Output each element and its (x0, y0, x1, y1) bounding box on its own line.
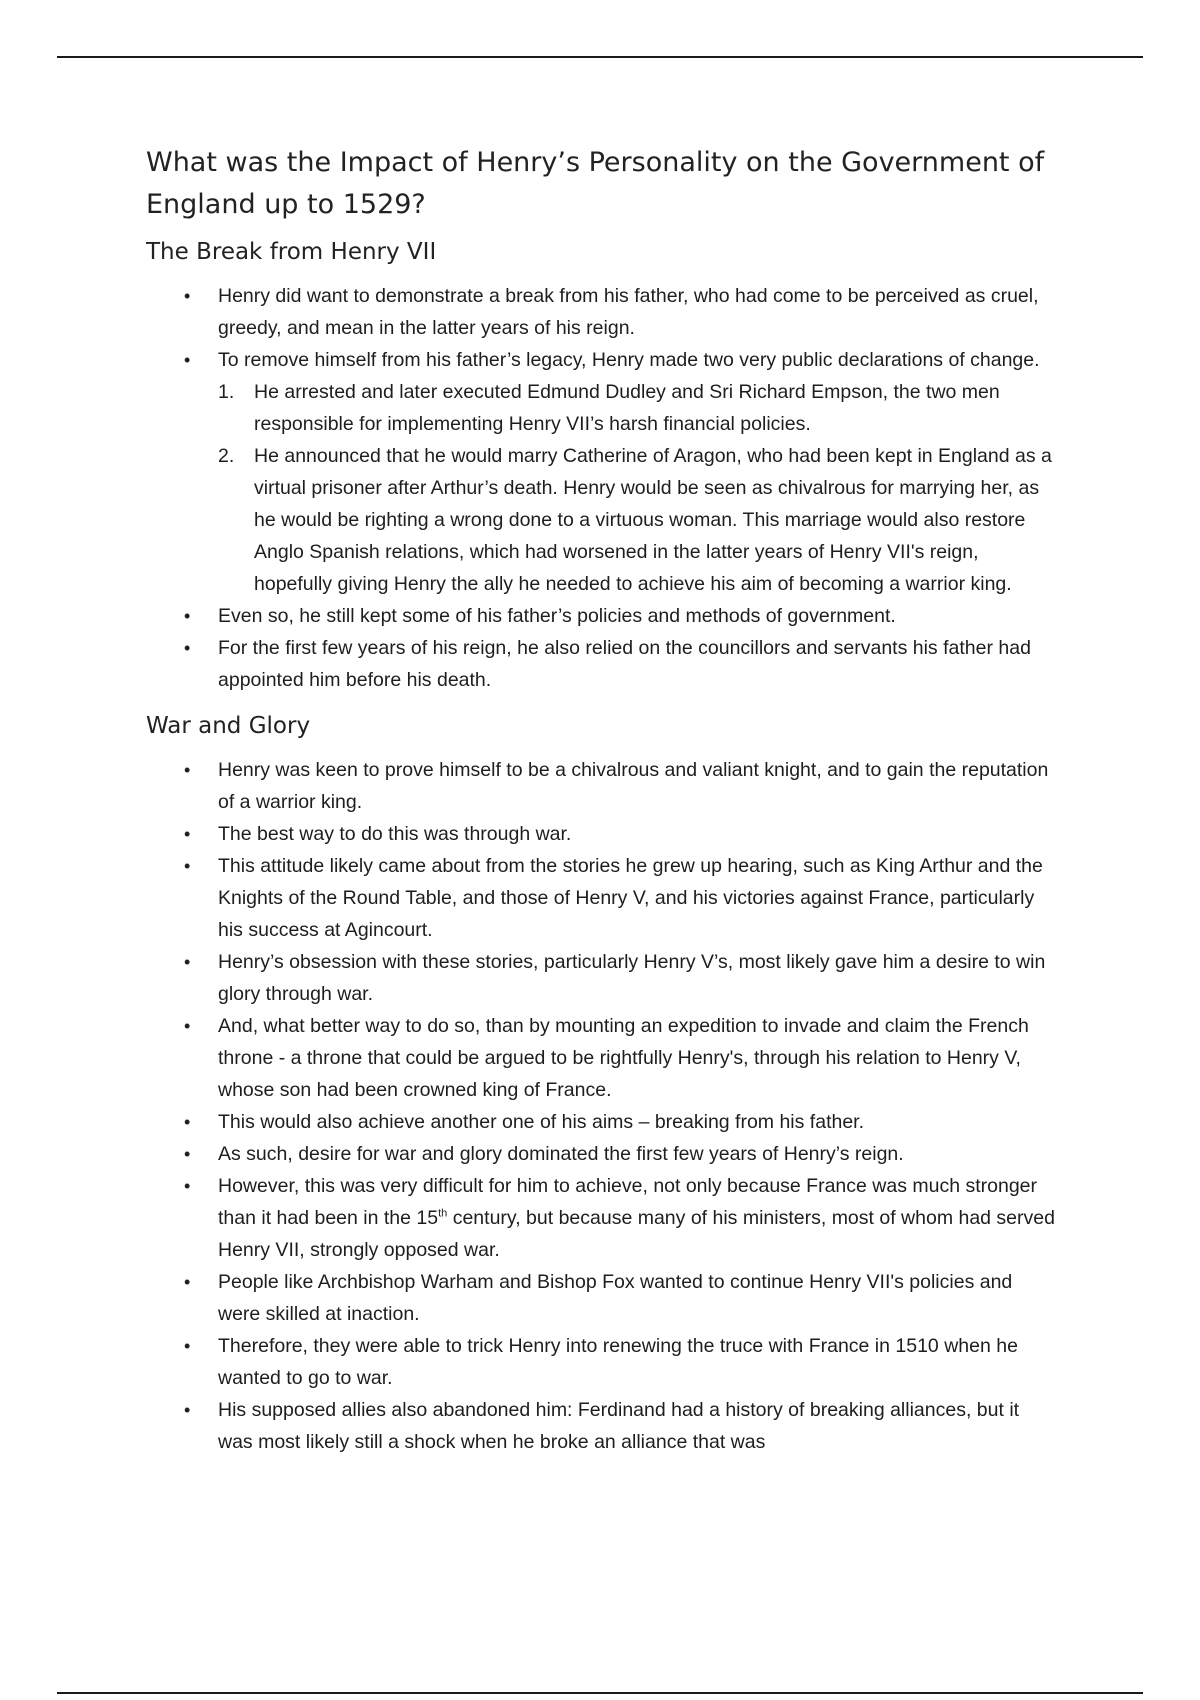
list-item: • People like Archbishop Warham and Bishop Fox wanted to continue Henry VII's policies and were skilled at inaction. (146, 1266, 1058, 1330)
list-number: 1. (218, 381, 235, 403)
bullet-icon: • (184, 952, 191, 972)
bullet-icon: • (184, 856, 191, 876)
list-item: • The best way to do this was through war. (146, 818, 1058, 850)
list-item: • Therefore, they were able to trick Henry into renewing the truce with France in 1510 when he wanted to go to war. (146, 1330, 1058, 1394)
list-item: • Henry did want to demonstrate a break from his father, who had come to be perceived as cruel, greedy, and mean in the latter years of his reign. (146, 280, 1058, 344)
bullet-icon: • (184, 760, 191, 780)
bullet-list-war (146, 754, 1058, 1458)
numbered-list (146, 376, 1058, 600)
list-item: • As such, desire for war and glory dominated the first few years of Henry’s reign. (146, 1138, 1058, 1170)
bullet-icon: • (184, 1272, 191, 1292)
bullet-icon: • (184, 1400, 191, 1420)
list-item: • Henry’s obsession with these stories, particularly Henry V’s, most likely gave him a desire to win glory through war. (146, 946, 1058, 1010)
list-item: • This attitude likely came about from the stories he grew up hearing, such as King Arthur and the Knights of the Round Table, and those of Henry V, and his victories against France, particularly his success at Agincourt. (146, 850, 1058, 946)
list-item: • For the first few years of his reign, he also relied on the councillors and servants his father had appointed him before his death. (146, 632, 1058, 696)
list-item: • Even so, he still kept some of his father’s policies and methods of government. (146, 600, 1058, 632)
list-item: • To remove himself from his father’s legacy, Henry made two very public declarations of change. (146, 344, 1058, 376)
bullet-icon: • (184, 1144, 191, 1164)
numbered-item: 1. He arrested and later executed Edmund Dudley and Sri Richard Empson, the two men responsible for implementing Henry VII’s harsh financial policies. (146, 376, 1058, 440)
section-heading-break: The Break from Henry VII (146, 239, 437, 265)
superscript-th: th (438, 1207, 448, 1220)
bullet-icon: • (184, 824, 191, 844)
bullet-icon: • (184, 1112, 191, 1132)
section-heading-war: War and Glory (146, 713, 311, 739)
bullet-icon: • (184, 350, 191, 370)
bullet-icon: • (184, 1336, 191, 1356)
bullet-icon: • (184, 1176, 191, 1196)
bullet-list-break-cont (146, 600, 1058, 696)
page-title: What was the Impact of Henry’s Personality on the Government of England up to 1529? (146, 147, 1045, 220)
list-item: • This would also achieve another one of his aims – breaking from his father. (146, 1106, 1058, 1138)
numbered-item: 2. He announced that he would marry Catherine of Aragon, who had been kept in England as a virtual prisoner after Arthur’s death. Henry would be seen as chivalrous for marrying her, as he would be righting a wrong done to a virtuous woman. This marriage would also restore Anglo Spanish relations, which had worsened in the latter years of Henry VII's reign, hopefully giving Henry the ally he needed to achieve his aim of becoming a warrior king. (146, 440, 1058, 600)
list-item: • His supposed allies also abandoned him: Ferdinand had a history of breaking alliances, but it was most likely still a shock when he broke an alliance that was (146, 1394, 1058, 1458)
list-number: 2. (218, 445, 235, 467)
top-rule (57, 56, 1143, 58)
bullet-icon: • (184, 286, 191, 306)
list-item: • And, what better way to do so, than by mounting an expedition to invade and claim the French throne - a throne that could be argued to be rightfully Henry's, through his relation to Henry V, whose son had been crowned king of France. (146, 1010, 1058, 1106)
document-body (146, 142, 1058, 1458)
list-item: • However, this was very difficult for him to achieve, not only because France was much stronger than it had been in the 15th century, but because many of his ministers, most of whom had served Henry VII, strongly opposed war. (146, 1170, 1058, 1266)
list-item: • Henry was keen to prove himself to be a chivalrous and valiant knight, and to gain the reputation of a warrior king. (146, 754, 1058, 818)
bullet-icon: • (184, 638, 191, 658)
bullet-icon: • (184, 606, 191, 626)
bottom-rule (57, 1692, 1143, 1694)
bullet-list-break (146, 280, 1058, 376)
bullet-icon: • (184, 1016, 191, 1036)
